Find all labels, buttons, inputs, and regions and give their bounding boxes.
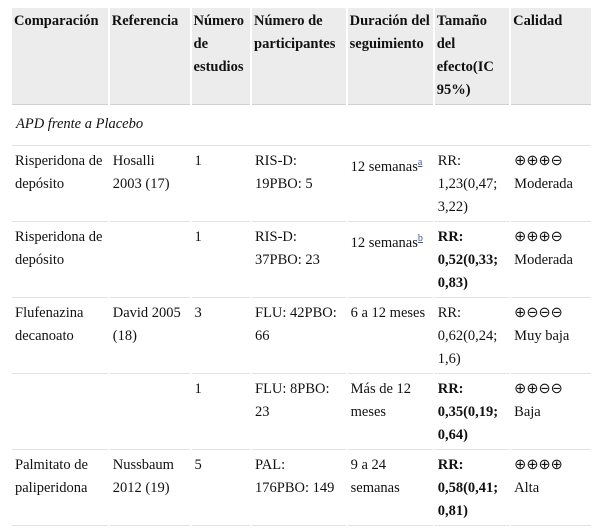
- section-label: APD frente a Placebo: [12, 107, 591, 146]
- cell-participants: [252, 452, 346, 526]
- header-participants: Número de participantes: [252, 8, 346, 105]
- cell-effect: [435, 224, 509, 298]
- cell-duration-text: Más de 12 meses: [350, 381, 412, 420]
- cell-duration: [348, 452, 433, 526]
- cell-reference-text: David 2005 (18): [112, 305, 181, 344]
- cell-participants: [252, 376, 346, 450]
- cell-duration-text: 6 a 12 meses: [350, 305, 426, 321]
- header-effect: Tamaño del efecto(IC 95%): [435, 8, 509, 105]
- cell-quality: [511, 300, 591, 374]
- cell-studies: [192, 148, 251, 222]
- cell-quality-text: ⊕⊕⊕⊕ Alta: [514, 457, 563, 496]
- cell-studies-text: 1: [194, 381, 202, 397]
- header-duration: Duración del seguimiento: [348, 8, 433, 105]
- cell-quality: [511, 452, 591, 526]
- cell-quality: [511, 376, 591, 450]
- cell-duration: [348, 300, 433, 374]
- section-row: [12, 107, 591, 146]
- cell-comparison: [12, 300, 108, 374]
- cell-duration-text: 12 semanas: [350, 234, 418, 251]
- cell-effect: [435, 300, 509, 374]
- cell-participants-text: PAL: 176PBO: 149: [255, 457, 335, 496]
- cell-reference: [110, 300, 190, 374]
- cell-duration: [348, 224, 433, 298]
- header-comparison: Comparación: [12, 8, 108, 105]
- cell-comparison: [12, 376, 108, 450]
- cell-comparison: [12, 452, 108, 526]
- cell-quality: [511, 224, 591, 298]
- footnote-link[interactable]: b: [417, 233, 423, 244]
- cell-comparison-text: Risperidona de depósito: [15, 153, 103, 192]
- cell-effect-text: RR: 0,52(0,33; 0,83): [437, 229, 499, 291]
- cell-studies-text: 1: [194, 153, 202, 169]
- table-row: [12, 376, 591, 450]
- cell-reference-text: Nussbaum 2012 (19): [112, 457, 174, 496]
- cell-participants-text: RIS-D: 19PBO: 5: [255, 153, 313, 192]
- cell-effect: [435, 148, 509, 222]
- cell-comparison-text: Flufenazina decanoato: [15, 305, 84, 344]
- cell-participants: [252, 148, 346, 222]
- header-studies: Número de estudios: [192, 8, 251, 105]
- cell-effect-text: RR: 0,62(0,24; 1,6): [437, 305, 498, 367]
- cell-participants: [252, 300, 346, 374]
- cell-studies: [192, 376, 251, 450]
- table-row: [12, 452, 591, 526]
- cell-reference: [110, 224, 190, 298]
- cell-quality-text: ⊕⊖⊖⊖ Muy baja: [514, 305, 570, 344]
- table-row: [12, 148, 591, 222]
- cell-participants-text: FLU: 8PBO: 23: [255, 381, 330, 420]
- cell-reference: [110, 376, 190, 450]
- cell-quality-text: ⊕⊕⊕⊖ Moderada: [514, 229, 573, 268]
- cell-participants-text: FLU: 42PBO: 66: [255, 305, 337, 344]
- header-reference: Referencia: [110, 8, 190, 105]
- evidence-table: [10, 6, 593, 528]
- table-row: [12, 224, 591, 298]
- cell-participants: [252, 224, 346, 298]
- cell-effect: [435, 376, 509, 450]
- cell-studies-text: 5: [194, 457, 202, 473]
- cell-effect-text: RR: 1,23(0,47; 3,22): [437, 153, 498, 215]
- cell-duration-text: 12 semanas: [350, 158, 418, 175]
- cell-studies: [192, 224, 251, 298]
- cell-comparison: [12, 224, 108, 298]
- cell-quality: [511, 148, 591, 222]
- cell-studies: [192, 452, 251, 526]
- cell-duration: [348, 148, 433, 222]
- cell-duration-text: 9 a 24 semanas: [350, 457, 400, 496]
- cell-effect: [435, 452, 509, 526]
- cell-effect-text: RR: 0,35(0,19; 0,64): [437, 381, 499, 443]
- cell-comparison-text: Palmitato de paliperidona: [15, 457, 88, 496]
- cell-studies: [192, 300, 251, 374]
- cell-studies-text: 1: [194, 229, 202, 245]
- cell-comparison-text: Risperidona de depósito: [15, 229, 103, 268]
- cell-effect-text: RR: 0,58(0,41; 0,81): [437, 457, 499, 519]
- cell-quality-text: ⊕⊕⊖⊖ Baja: [514, 381, 563, 420]
- header-quality: Calidad: [511, 8, 591, 105]
- cell-studies-text: 3: [194, 305, 202, 321]
- cell-participants-text: RIS-D: 37PBO: 23: [255, 229, 320, 268]
- cell-duration: [348, 376, 433, 450]
- cell-comparison: [12, 148, 108, 222]
- cell-quality-text: ⊕⊕⊕⊖ Moderada: [514, 153, 573, 192]
- header-row: [12, 8, 591, 105]
- cell-reference: [110, 148, 190, 222]
- table-row: [12, 300, 591, 374]
- cell-reference-text: Hosalli 2003 (17): [112, 153, 170, 192]
- footnote-link[interactable]: a: [417, 157, 423, 168]
- cell-reference: [110, 452, 190, 526]
